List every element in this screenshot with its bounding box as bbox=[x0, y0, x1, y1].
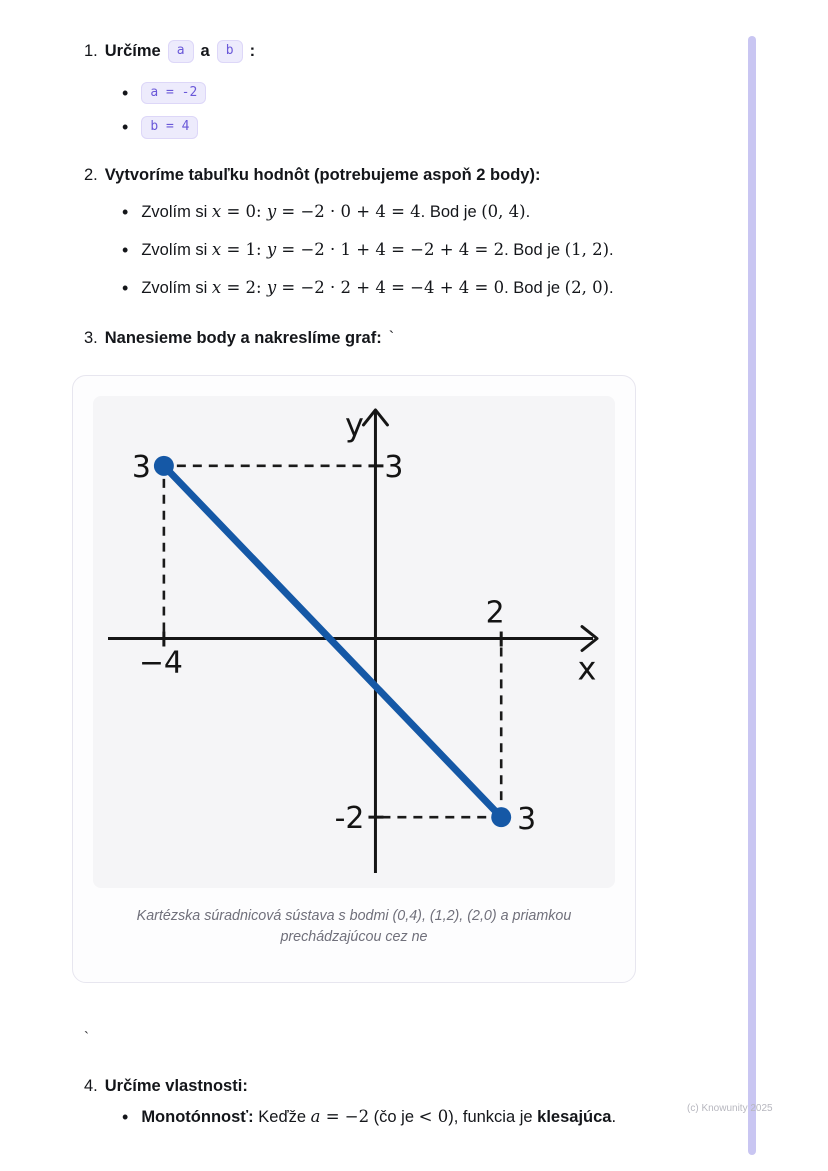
code-a-value: a = -2 bbox=[141, 82, 206, 105]
step-2-number: 2. bbox=[84, 166, 98, 185]
watermark: (c) Knowunity 2025 bbox=[687, 1103, 773, 1114]
list-item-text: Zvolím si x = 2: y = −2 · 2 + 4 = −4 + 4 = 0. Bod je (2, 0). bbox=[141, 277, 614, 297]
step-2-title: Vytvoríme tabuľku hodnôt (potrebujeme aspoň 2 body): bbox=[104, 166, 541, 185]
step-4-list bbox=[84, 1105, 688, 1130]
graph-label-point1: 3 bbox=[131, 449, 151, 485]
graph-label-yneg2: -2 bbox=[334, 801, 365, 837]
coordinate-graph bbox=[93, 396, 615, 888]
step-2-list bbox=[84, 200, 688, 301]
list-item-text: Zvolím si x = 1: y = −2 · 1 + 4 = −2 + 4 = 2. Bod je (1, 2). bbox=[141, 239, 614, 259]
bullet-dot: • bbox=[122, 117, 129, 138]
x-axis-label: x bbox=[577, 649, 597, 688]
list-item bbox=[122, 1105, 688, 1130]
graph-label-x2: 2 bbox=[485, 595, 505, 631]
figure-caption-line2: prechádzajúcou cez ne bbox=[280, 928, 428, 945]
bullet-dot: • bbox=[122, 277, 129, 298]
inline-code-a: a bbox=[168, 40, 194, 63]
step-1-title bbox=[105, 40, 255, 63]
step-1-title-mid: a bbox=[200, 41, 210, 60]
scrollbar-thumb[interactable] bbox=[748, 36, 756, 1155]
bullet-dot: • bbox=[122, 239, 129, 260]
bullet-dot: • bbox=[122, 1107, 129, 1127]
graph-label-xneg4: −4 bbox=[138, 645, 183, 681]
graph-line bbox=[164, 466, 501, 817]
graph-figure bbox=[93, 396, 615, 888]
bullet-dot: • bbox=[122, 201, 129, 222]
inline-code-b: b bbox=[217, 40, 243, 63]
y-axis-label: y bbox=[345, 406, 364, 445]
step-3-number: 3. bbox=[84, 328, 98, 347]
list-item bbox=[122, 200, 688, 225]
step-4-number: 4. bbox=[84, 1076, 98, 1095]
graph-point-1 bbox=[154, 456, 174, 476]
step-1-title-colon: : bbox=[249, 41, 256, 60]
step-4-heading bbox=[84, 1076, 688, 1097]
code-b-value: b = 4 bbox=[141, 116, 198, 139]
document-content bbox=[84, 40, 688, 1130]
step-4-title: Určíme vlastnosti: bbox=[104, 1076, 248, 1095]
graph-label-y3: 3 bbox=[384, 449, 404, 485]
list-item-text: Zvolím si x = 0: y = −2 · 0 + 4 = 4. Bod je (0, 4). bbox=[141, 201, 531, 221]
list-item bbox=[122, 238, 688, 263]
figure-caption bbox=[93, 906, 615, 947]
step-4 bbox=[84, 1076, 688, 1130]
step-1-title-pre: Určíme bbox=[104, 41, 161, 60]
step-3-backtick: ` bbox=[388, 328, 395, 347]
bullet-dot: • bbox=[122, 82, 129, 103]
step-3 bbox=[84, 328, 688, 983]
list-item bbox=[122, 115, 688, 139]
graph-label-point2: 3 bbox=[517, 802, 537, 838]
graph-point-2 bbox=[491, 807, 511, 827]
stray-backtick: ` bbox=[84, 1028, 89, 1046]
step-3-heading bbox=[84, 328, 688, 349]
step-1-list bbox=[84, 81, 688, 140]
step-1-heading bbox=[84, 40, 688, 63]
list-item bbox=[122, 81, 688, 105]
list-item-text: Monotónnosť: Keďže a = −2 (čo je < 0), funkcia je klesajúca. bbox=[141, 1107, 617, 1126]
list-item bbox=[122, 276, 688, 301]
step-1-number: 1. bbox=[84, 41, 98, 60]
figure-caption-line1: Kartézska súradnicová sústava s bodmi (0,4), (1,2), (2,0) a priamkou bbox=[136, 908, 572, 925]
step-2-heading bbox=[84, 165, 688, 186]
step-2 bbox=[84, 165, 688, 300]
figure-card bbox=[72, 375, 636, 982]
step-1 bbox=[84, 40, 688, 139]
step-3-title: Nanesieme body a nakreslíme graf: bbox=[104, 328, 382, 347]
